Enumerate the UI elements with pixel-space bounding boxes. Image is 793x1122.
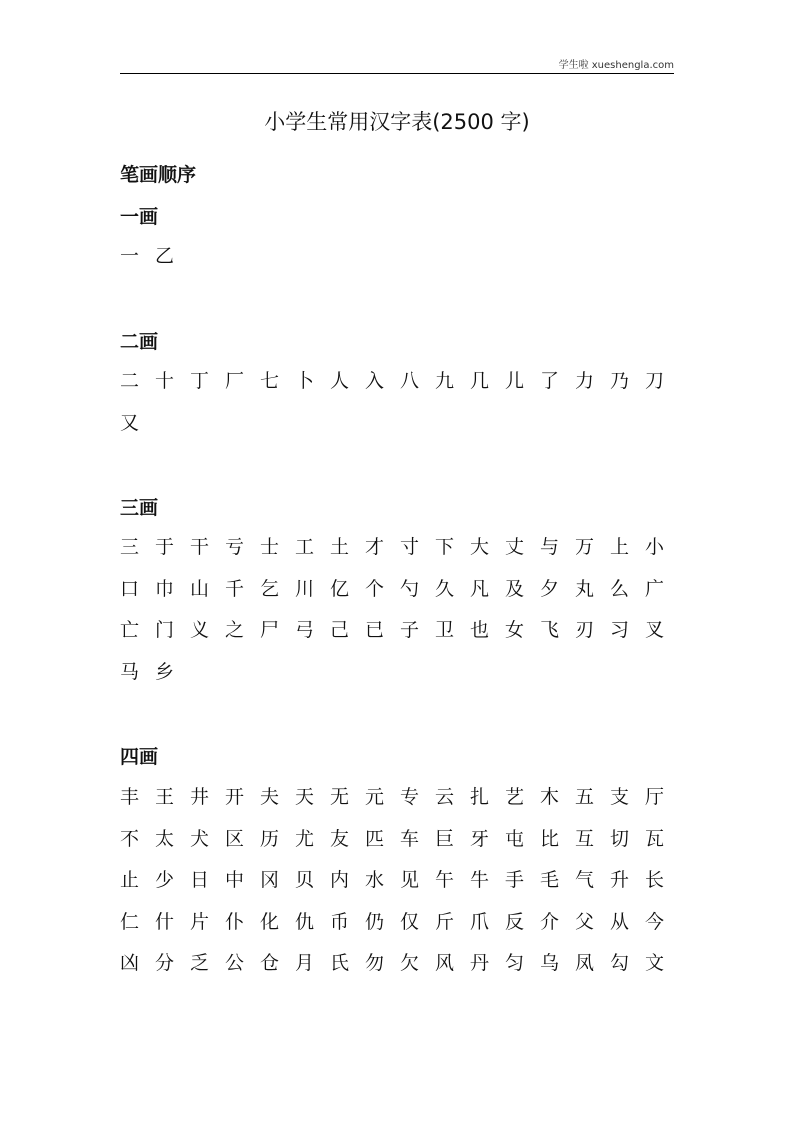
hanzi-char: 厂 xyxy=(225,370,245,392)
hanzi-char: 区 xyxy=(225,827,245,850)
hanzi-char: 文 xyxy=(645,952,665,974)
hanzi-char: 大 xyxy=(470,536,490,558)
document-title: 小学生常用汉字表(2500 字) xyxy=(264,110,530,134)
hanzi-char: 万 xyxy=(575,536,595,558)
hanzi-char: 下 xyxy=(435,536,455,558)
hanzi-char: 气 xyxy=(575,869,595,891)
hanzi-char: 卜 xyxy=(295,370,315,392)
char-grid-1-stroke xyxy=(120,245,680,287)
hanzi-char: 仁 xyxy=(120,910,140,933)
hanzi-char: 飞 xyxy=(540,619,560,641)
hanzi-char: 力 xyxy=(575,370,595,392)
hanzi-char: 屯 xyxy=(505,827,525,850)
hanzi-char: 牙 xyxy=(470,827,490,850)
hanzi-char: 叉 xyxy=(645,619,665,641)
hanzi-char: 斤 xyxy=(435,910,455,933)
hanzi-char: 夕 xyxy=(540,577,560,600)
section-heading-2-stroke: 二画 xyxy=(120,331,159,353)
hanzi-char: 币 xyxy=(330,910,350,933)
hanzi-char: 亿 xyxy=(330,577,350,600)
hanzi-char: 上 xyxy=(610,536,630,558)
hanzi-char: 犬 xyxy=(190,827,210,850)
hanzi-char: 尸 xyxy=(260,619,280,641)
hanzi-char: 水 xyxy=(365,869,385,891)
hanzi-char: 比 xyxy=(540,827,560,850)
hanzi-char: 卫 xyxy=(435,619,455,641)
hanzi-char: 三 xyxy=(120,536,140,558)
hanzi-char: 友 xyxy=(330,827,350,850)
hanzi-char: 化 xyxy=(260,910,280,933)
hanzi-char: 公 xyxy=(225,952,245,974)
hanzi-char: 中 xyxy=(225,869,245,891)
hanzi-char: 井 xyxy=(190,786,210,808)
hanzi-char: 风 xyxy=(435,952,455,974)
hanzi-char: 毛 xyxy=(540,869,560,891)
hanzi-char: 尤 xyxy=(295,827,315,850)
hanzi-char: 也 xyxy=(470,619,490,641)
hanzi-char: 勾 xyxy=(610,952,630,974)
hanzi-char: 手 xyxy=(505,869,525,891)
hanzi-char: 瓦 xyxy=(645,827,665,850)
hanzi-char: 乞 xyxy=(260,577,280,600)
hanzi-char: 义 xyxy=(190,619,210,641)
hanzi-char: 女 xyxy=(505,619,525,641)
hanzi-char: 二 xyxy=(120,370,140,392)
hanzi-char: 九 xyxy=(435,370,455,392)
hanzi-char: 天 xyxy=(295,786,315,808)
hanzi-char: 与 xyxy=(540,536,560,558)
hanzi-char: 丁 xyxy=(190,370,210,392)
hanzi-char: 长 xyxy=(645,869,665,891)
hanzi-char: 乃 xyxy=(610,370,630,392)
hanzi-char: 了 xyxy=(540,370,560,392)
hanzi-char: 之 xyxy=(225,619,245,641)
hanzi-char: 今 xyxy=(645,910,665,933)
hanzi-char: 士 xyxy=(260,536,280,558)
hanzi-char: 巾 xyxy=(155,577,175,600)
page-header-site-label: 学生啦 xueshengla.com xyxy=(558,60,674,71)
hanzi-char: 亡 xyxy=(120,619,140,641)
hanzi-char: 勿 xyxy=(365,952,385,974)
hanzi-char: 丰 xyxy=(120,786,140,808)
char-grid-3-stroke xyxy=(120,536,680,702)
hanzi-char: 凡 xyxy=(470,577,490,600)
hanzi-char: 才 xyxy=(365,536,385,558)
hanzi-char: 扎 xyxy=(470,786,490,808)
hanzi-char: 车 xyxy=(400,827,420,850)
hanzi-char: 个 xyxy=(365,577,385,600)
hanzi-char: 不 xyxy=(120,827,140,850)
hanzi-char: 土 xyxy=(330,536,350,558)
hanzi-char: 于 xyxy=(155,536,175,558)
hanzi-char: 五 xyxy=(575,786,595,808)
hanzi-char: 内 xyxy=(330,869,350,891)
char-grid-2-stroke xyxy=(120,370,680,453)
hanzi-char: 牛 xyxy=(470,869,490,891)
hanzi-char: 爪 xyxy=(470,910,490,933)
hanzi-char: 仓 xyxy=(260,952,280,974)
hanzi-char: 么 xyxy=(610,577,630,600)
hanzi-char: 马 xyxy=(120,660,140,683)
hanzi-char: 匹 xyxy=(365,827,385,850)
hanzi-char: 乡 xyxy=(155,660,175,683)
hanzi-char: 木 xyxy=(540,786,560,808)
hanzi-char: 仇 xyxy=(295,910,315,933)
hanzi-char: 云 xyxy=(435,786,455,808)
hanzi-char: 己 xyxy=(330,619,350,641)
hanzi-char: 艺 xyxy=(505,786,525,808)
hanzi-char: 口 xyxy=(120,577,140,600)
stroke-order-heading: 笔画顺序 xyxy=(120,164,197,186)
char-grid-4-stroke xyxy=(120,786,680,994)
hanzi-char: 巨 xyxy=(435,827,455,850)
hanzi-char: 仅 xyxy=(400,910,420,933)
hanzi-char: 又 xyxy=(120,411,140,434)
hanzi-char: 切 xyxy=(610,827,630,850)
hanzi-char: 片 xyxy=(190,910,210,933)
hanzi-char: 凤 xyxy=(575,952,595,974)
hanzi-char: 午 xyxy=(435,869,455,891)
hanzi-char: 丈 xyxy=(505,536,525,558)
hanzi-char: 专 xyxy=(400,786,420,808)
hanzi-char: 匀 xyxy=(505,952,525,974)
hanzi-char: 乏 xyxy=(190,952,210,974)
hanzi-char: 王 xyxy=(155,786,175,808)
header-divider xyxy=(120,73,674,74)
hanzi-char: 已 xyxy=(365,619,385,641)
hanzi-char: 父 xyxy=(575,910,595,933)
hanzi-char: 及 xyxy=(505,577,525,600)
hanzi-char: 人 xyxy=(330,370,350,392)
hanzi-char: 丹 xyxy=(470,952,490,974)
hanzi-char: 什 xyxy=(155,910,175,933)
hanzi-char: 升 xyxy=(610,869,630,891)
hanzi-char: 子 xyxy=(400,619,420,641)
hanzi-char: 从 xyxy=(610,910,630,933)
hanzi-char: 止 xyxy=(120,869,140,891)
hanzi-char: 刀 xyxy=(645,370,665,392)
hanzi-char: 厅 xyxy=(645,786,665,808)
section-heading-3-stroke: 三画 xyxy=(120,497,159,519)
hanzi-char: 川 xyxy=(295,577,315,600)
hanzi-char: 千 xyxy=(225,577,245,600)
hanzi-char: 冈 xyxy=(260,869,280,891)
hanzi-char: 贝 xyxy=(295,869,315,891)
hanzi-char: 欠 xyxy=(400,952,420,974)
hanzi-char: 仍 xyxy=(365,910,385,933)
hanzi-char: 见 xyxy=(400,869,420,891)
hanzi-char: 凶 xyxy=(120,952,140,974)
hanzi-char: 勺 xyxy=(400,577,420,600)
section-heading-4-stroke: 四画 xyxy=(120,746,159,768)
hanzi-char: 月 xyxy=(295,952,315,974)
hanzi-char: 支 xyxy=(610,786,630,808)
hanzi-char: 少 xyxy=(155,869,175,891)
hanzi-char: 太 xyxy=(155,827,175,850)
hanzi-char: 入 xyxy=(365,370,385,392)
hanzi-char: 八 xyxy=(400,370,420,392)
hanzi-char: 工 xyxy=(295,536,315,558)
hanzi-char: 一 xyxy=(120,245,140,267)
hanzi-char: 干 xyxy=(190,536,210,558)
hanzi-char: 丸 xyxy=(575,577,595,600)
hanzi-char: 乌 xyxy=(540,952,560,974)
hanzi-char: 氏 xyxy=(330,952,350,974)
hanzi-char: 七 xyxy=(260,370,280,392)
hanzi-char: 元 xyxy=(365,786,385,808)
hanzi-char: 仆 xyxy=(225,910,245,933)
hanzi-char: 儿 xyxy=(505,370,525,392)
hanzi-char: 弓 xyxy=(295,619,315,641)
hanzi-char: 乙 xyxy=(155,245,175,267)
hanzi-char: 互 xyxy=(575,827,595,850)
hanzi-char: 无 xyxy=(330,786,350,808)
hanzi-char: 日 xyxy=(190,869,210,891)
hanzi-char: 久 xyxy=(435,577,455,600)
hanzi-char: 几 xyxy=(470,370,490,392)
section-heading-1-stroke: 一画 xyxy=(120,206,159,228)
hanzi-char: 山 xyxy=(190,577,210,600)
hanzi-char: 小 xyxy=(645,536,665,558)
hanzi-char: 开 xyxy=(225,786,245,808)
hanzi-char: 分 xyxy=(155,952,175,974)
hanzi-char: 习 xyxy=(610,619,630,641)
hanzi-char: 历 xyxy=(260,827,280,850)
hanzi-char: 门 xyxy=(155,619,175,641)
hanzi-char: 介 xyxy=(540,910,560,933)
hanzi-char: 寸 xyxy=(400,536,420,558)
hanzi-char: 夫 xyxy=(260,786,280,808)
hanzi-char: 刃 xyxy=(575,619,595,641)
hanzi-char: 亏 xyxy=(225,536,245,558)
hanzi-char: 广 xyxy=(645,577,665,600)
hanzi-char: 反 xyxy=(505,910,525,933)
hanzi-char: 十 xyxy=(155,370,175,392)
